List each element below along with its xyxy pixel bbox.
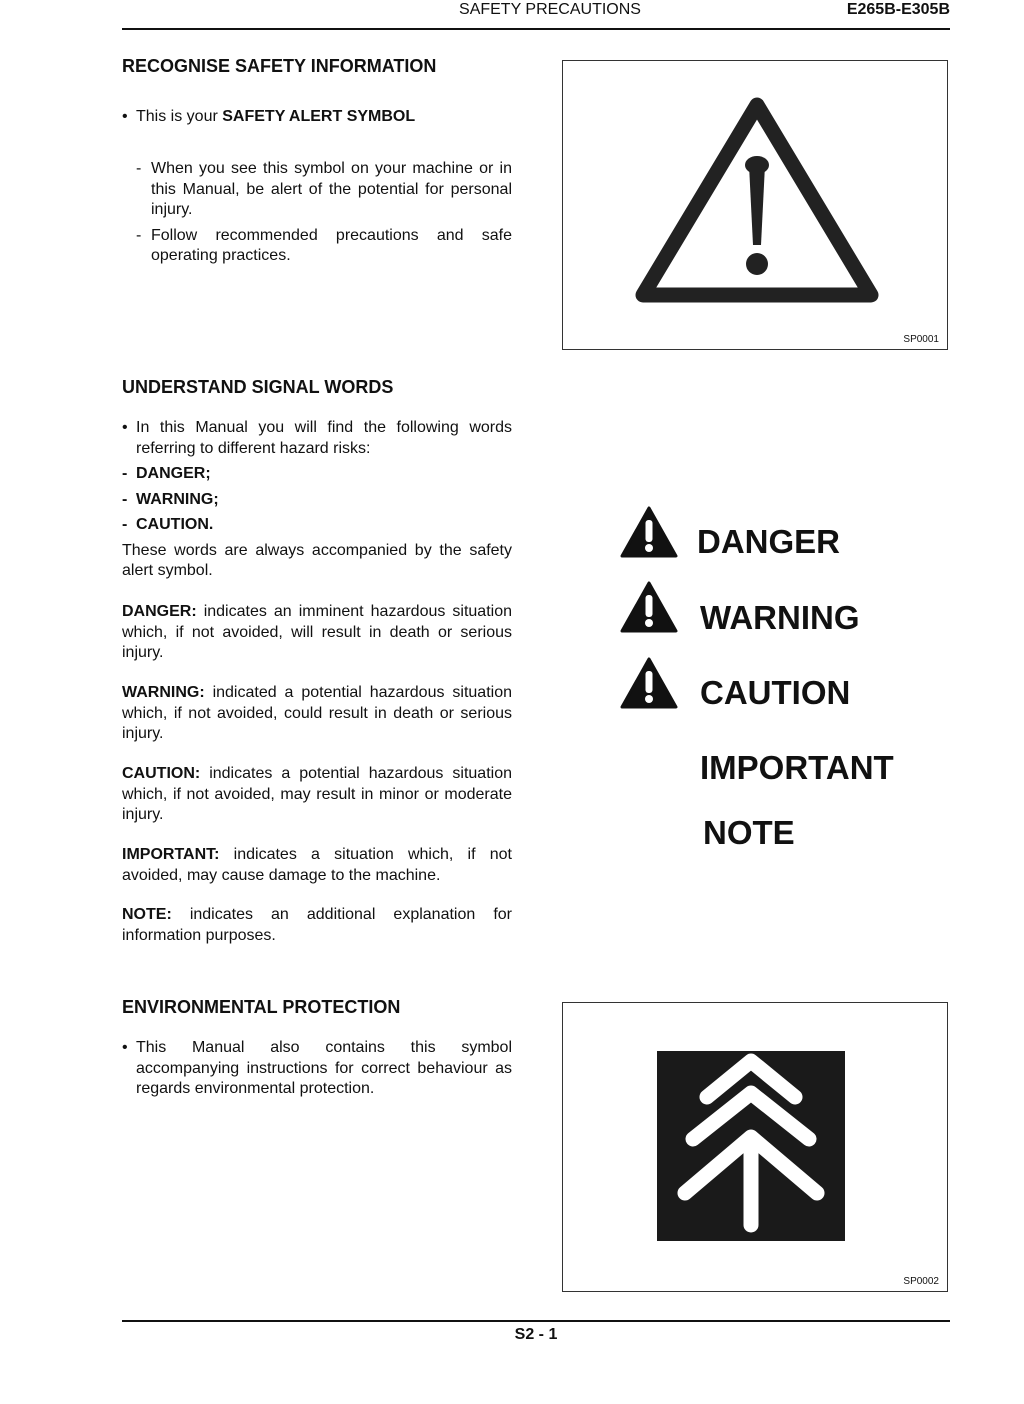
signal-label-danger: DANGER [697,523,841,560]
signal-word-item: DANGER; [136,465,211,482]
definition-text: indicates a situation which, if not avoided, may cause damage to the machine. [122,846,512,884]
safety-alert-list: - When you see this symbol on your machine or in this Manual, be alert of the potential for personal injury. - Follow recommended precautions and safe operating practices. [136,160,512,264]
header-rule [122,28,950,30]
definition-text: indicated a potential hazardous situation which, if not avoided, could result in death or serious injury. [122,684,512,742]
definition-important [122,845,512,886]
footer-rule [122,1320,950,1322]
signal-words-text: • In this Manual you will find the following words referring to different hazard risks: - DANGER; - WARNING; - CAUTION. These words are always accompanied by the safety alert symbol. [122,418,512,582]
signal-word-item: CAUTION. [136,516,214,533]
definition-term: IMPORTANT: [122,846,220,863]
header-model: E265B-E305B [846,1,950,18]
definition-warning [122,683,512,745]
signal-words-note: These words are always accompanied by the safety alert symbol. [122,541,512,579]
definition-term: NOTE: [122,906,172,923]
bullet-text: This is your [136,108,223,125]
definition-danger [122,602,512,664]
environmental-protection-icon [563,1003,947,1291]
section-heading-environment: ENVIRONMENTAL PROTECTION [122,997,401,1017]
list-item: Follow recommended precautions and safe operating practices. [151,226,512,264]
section-heading-signal-words: UNDERSTAND SIGNAL WORDS [122,377,394,397]
section-heading-safety-info: RECOGNISE SAFETY INFORMATION [122,56,437,76]
environment-bullet [122,1038,512,1100]
figure-code: SP0001 [903,334,939,345]
list-item: When you see this symbol on your machine or in this Manual, be alert of the potential for personal injury. [151,160,512,218]
bullet-text: This Manual also contains this symbol accompanying instructions for correct behaviour as regards environmental protection. [136,1039,512,1097]
definition-term: DANGER: [122,603,197,620]
definition-text: indicates an imminent hazardous situation which, if not avoided, will result in death or serious injury. [122,603,512,661]
definition-text: indicates a potential hazardous situation which, if not avoided, may result in minor or moderate injury. [122,765,512,823]
figure-safety-alert [562,60,948,350]
figure-environment [562,1002,948,1292]
safety-alert-triangle-icon [563,61,947,349]
danger-alert-icon [620,506,678,558]
signal-label-important: IMPORTANT [700,749,894,786]
signal-word-item: WARNING; [136,490,219,508]
definition-text: indicates an additional explanation for information purposes. [122,906,512,944]
definition-term: CAUTION: [122,765,201,782]
definition-term: WARNING: [122,684,205,701]
signal-label-warning: WARNING [700,599,860,636]
definition-note [122,905,512,946]
warning-alert-icon [620,581,678,633]
page-number: S2 - 1 [514,1326,558,1343]
header-title: SAFETY PRECAUTIONS [459,1,641,18]
figure-code: SP0002 [903,1276,939,1287]
signal-label-note: NOTE [703,814,795,851]
signal-label-caution: CAUTION [700,674,851,711]
caution-alert-icon [620,657,678,709]
definition-caution [122,764,512,826]
intro-text: In this Manual you will find the following words referring to different hazard risks: [136,419,512,457]
safety-alert-bullet [122,107,512,128]
bullet-bold-text: SAFETY ALERT SYMBOL [222,108,416,125]
